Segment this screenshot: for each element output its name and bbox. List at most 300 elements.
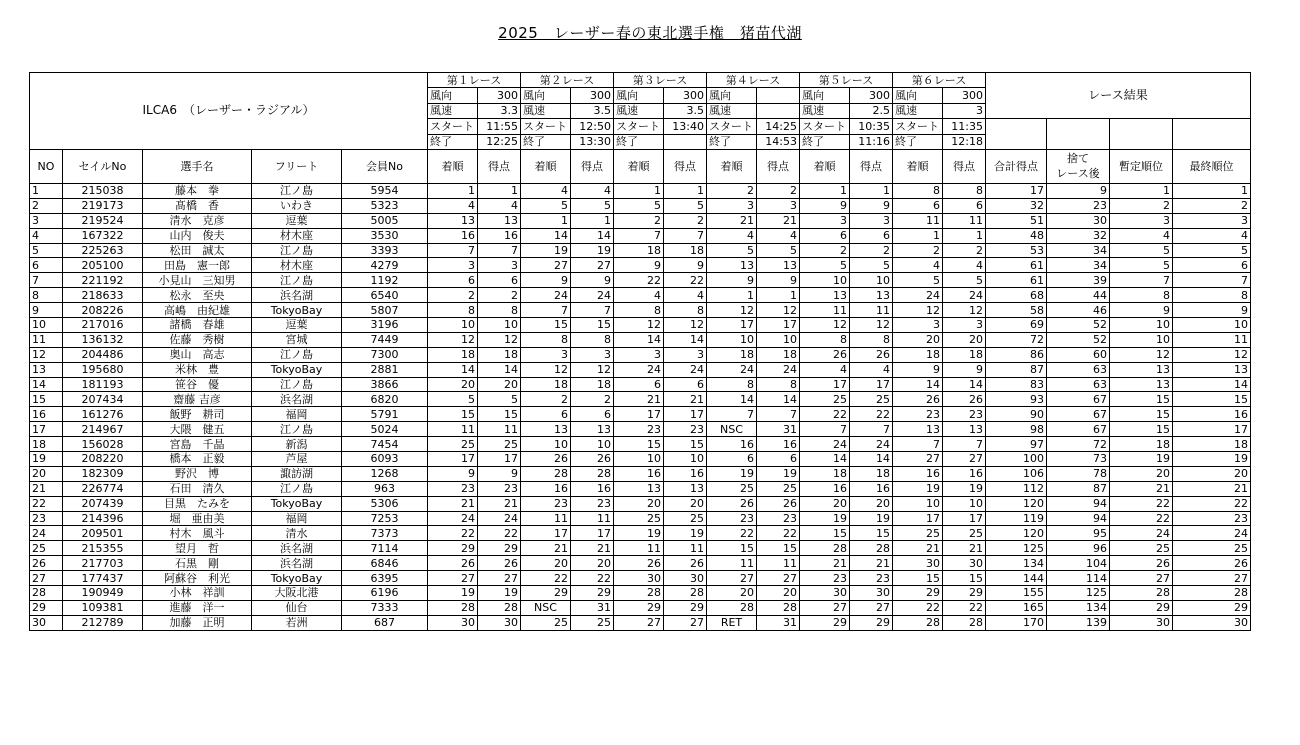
meta-label: スタート bbox=[893, 119, 943, 134]
row-finish: 28 bbox=[893, 615, 943, 630]
row-final: 24 bbox=[1173, 526, 1251, 541]
row-finish: 21 bbox=[428, 496, 478, 511]
row-points: 27 bbox=[571, 258, 614, 273]
row-points: 21 bbox=[664, 392, 707, 407]
row-points: 22 bbox=[943, 600, 986, 615]
row-no: 21 bbox=[30, 481, 63, 496]
row-name: 清水 克彦 bbox=[143, 213, 252, 228]
row-name: 進藤 洋一 bbox=[143, 600, 252, 615]
row-points: 24 bbox=[850, 437, 893, 452]
row-finish: 9 bbox=[521, 273, 571, 288]
row-discard: 87 bbox=[1047, 481, 1110, 496]
row-finish: 28 bbox=[614, 586, 664, 601]
row-points: 6 bbox=[478, 273, 521, 288]
row-points: 15 bbox=[571, 317, 614, 332]
row-points: 22 bbox=[478, 526, 521, 541]
row-points: 1 bbox=[943, 228, 986, 243]
table-row bbox=[30, 347, 1251, 362]
meta-label: 風向 bbox=[428, 88, 478, 103]
table-row bbox=[30, 303, 1251, 318]
row-name: 目黒 たみを bbox=[143, 496, 252, 511]
row-finish: 1 bbox=[707, 288, 757, 303]
row-points: 1 bbox=[571, 213, 614, 228]
row-total: 100 bbox=[986, 451, 1047, 466]
row-fleet: 江ノ島 bbox=[252, 243, 342, 258]
meta-value: 11:55 bbox=[478, 119, 521, 134]
row-points: 6 bbox=[850, 228, 893, 243]
row-total: 144 bbox=[986, 571, 1047, 586]
row-discard: 94 bbox=[1047, 511, 1110, 526]
row-discard: 9 bbox=[1047, 183, 1110, 198]
row-finish: 26 bbox=[800, 347, 850, 362]
row-finish: 17 bbox=[800, 377, 850, 392]
row-provisional: 10 bbox=[1110, 317, 1173, 332]
meta-value bbox=[757, 88, 800, 103]
row-discard: 46 bbox=[1047, 303, 1110, 318]
row-fleet: 清水 bbox=[252, 526, 342, 541]
row-points: 7 bbox=[478, 243, 521, 258]
row-no: 29 bbox=[30, 600, 63, 615]
row-finish: 14 bbox=[707, 392, 757, 407]
row-finish: 11 bbox=[614, 541, 664, 556]
row-total: 165 bbox=[986, 600, 1047, 615]
row-name: 高嶋 由紀雄 bbox=[143, 303, 252, 318]
row-finish: 2 bbox=[521, 392, 571, 407]
row-total: 32 bbox=[986, 198, 1047, 213]
row-points: 14 bbox=[478, 362, 521, 377]
row-final: 14 bbox=[1173, 377, 1251, 392]
row-no: 23 bbox=[30, 511, 63, 526]
row-sail: 207439 bbox=[63, 496, 143, 511]
meta-label: 終了 bbox=[707, 134, 757, 149]
row-points: 13 bbox=[850, 288, 893, 303]
table-row bbox=[30, 437, 1251, 452]
row-discard: 39 bbox=[1047, 273, 1110, 288]
row-points: 2 bbox=[478, 288, 521, 303]
row-no: 4 bbox=[30, 228, 63, 243]
row-final: 4 bbox=[1173, 228, 1251, 243]
row-points: 9 bbox=[571, 273, 614, 288]
row-discard: 96 bbox=[1047, 541, 1110, 556]
row-points: 29 bbox=[943, 586, 986, 601]
row-total: 51 bbox=[986, 213, 1047, 228]
row-points: 19 bbox=[850, 511, 893, 526]
meta-value: 2.5 bbox=[850, 103, 893, 118]
row-points: 31 bbox=[757, 615, 800, 630]
row-member: 5024 bbox=[342, 422, 428, 437]
row-points: 19 bbox=[478, 586, 521, 601]
row-provisional: 25 bbox=[1110, 541, 1173, 556]
row-finish: 27 bbox=[707, 571, 757, 586]
table-row bbox=[30, 198, 1251, 213]
row-finish: 3 bbox=[800, 213, 850, 228]
row-fleet: 逗葉 bbox=[252, 317, 342, 332]
blank-cell bbox=[986, 119, 1047, 150]
row-points: 31 bbox=[757, 422, 800, 437]
table-row bbox=[30, 466, 1251, 481]
row-final: 20 bbox=[1173, 466, 1251, 481]
meta-label: 風速 bbox=[521, 103, 571, 118]
row-points: 7 bbox=[664, 228, 707, 243]
table-row bbox=[30, 422, 1251, 437]
row-finish: 6 bbox=[800, 228, 850, 243]
row-points: 8 bbox=[850, 332, 893, 347]
row-finish: 25 bbox=[707, 481, 757, 496]
row-finish: 3 bbox=[707, 198, 757, 213]
row-sail: 109381 bbox=[63, 600, 143, 615]
row-finish: 14 bbox=[521, 228, 571, 243]
row-member: 4279 bbox=[342, 258, 428, 273]
header-finish: 着順 bbox=[614, 149, 664, 183]
table-row bbox=[30, 258, 1251, 273]
row-points: 26 bbox=[850, 347, 893, 362]
row-points: 23 bbox=[757, 511, 800, 526]
header-points: 得点 bbox=[664, 149, 707, 183]
row-provisional: 27 bbox=[1110, 571, 1173, 586]
row-provisional: 29 bbox=[1110, 600, 1173, 615]
row-member: 7300 bbox=[342, 347, 428, 362]
row-finish: 4 bbox=[800, 362, 850, 377]
row-no: 19 bbox=[30, 451, 63, 466]
row-points: 25 bbox=[757, 481, 800, 496]
row-total: 119 bbox=[986, 511, 1047, 526]
row-no: 14 bbox=[30, 377, 63, 392]
row-finish: 8 bbox=[800, 332, 850, 347]
row-points: 5 bbox=[943, 273, 986, 288]
row-finish: 30 bbox=[614, 571, 664, 586]
row-total: 83 bbox=[986, 377, 1047, 392]
row-finish: 19 bbox=[521, 243, 571, 258]
results-label: レース結果 bbox=[986, 73, 1251, 119]
row-points: 16 bbox=[478, 228, 521, 243]
table-row bbox=[30, 317, 1251, 332]
row-no: 7 bbox=[30, 273, 63, 288]
row-provisional: 26 bbox=[1110, 556, 1173, 571]
meta-label: スタート bbox=[800, 119, 850, 134]
row-finish: 3 bbox=[893, 317, 943, 332]
row-total: 93 bbox=[986, 392, 1047, 407]
row-fleet: 新潟 bbox=[252, 437, 342, 452]
row-finish: 21 bbox=[893, 541, 943, 556]
row-points: 14 bbox=[571, 228, 614, 243]
row-finish: 20 bbox=[800, 496, 850, 511]
row-points: 28 bbox=[943, 615, 986, 630]
row-points: 24 bbox=[664, 362, 707, 377]
row-points: 11 bbox=[664, 541, 707, 556]
row-total: 69 bbox=[986, 317, 1047, 332]
row-points: 2 bbox=[943, 243, 986, 258]
row-fleet: 材木座 bbox=[252, 258, 342, 273]
row-points: 25 bbox=[943, 526, 986, 541]
row-finish: 29 bbox=[893, 586, 943, 601]
race-label: 第６レース bbox=[893, 73, 986, 88]
row-provisional: 9 bbox=[1110, 303, 1173, 318]
row-discard: 23 bbox=[1047, 198, 1110, 213]
row-finish: 15 bbox=[521, 317, 571, 332]
row-provisional: 1 bbox=[1110, 183, 1173, 198]
row-finish: 17 bbox=[893, 511, 943, 526]
row-name: 大隈 健五 bbox=[143, 422, 252, 437]
row-final: 15 bbox=[1173, 392, 1251, 407]
row-finish: 1 bbox=[800, 183, 850, 198]
row-member: 6820 bbox=[342, 392, 428, 407]
row-finish: NSC bbox=[521, 600, 571, 615]
row-finish: 18 bbox=[614, 243, 664, 258]
row-finish: 4 bbox=[521, 183, 571, 198]
row-discard: 60 bbox=[1047, 347, 1110, 362]
meta-value bbox=[757, 103, 800, 118]
row-discard: 34 bbox=[1047, 258, 1110, 273]
row-points: 19 bbox=[664, 526, 707, 541]
row-total: 61 bbox=[986, 258, 1047, 273]
row-points: 9 bbox=[850, 198, 893, 213]
row-points: 8 bbox=[571, 332, 614, 347]
table-row bbox=[30, 392, 1251, 407]
row-finish: 13 bbox=[800, 288, 850, 303]
row-fleet: TokyoBay bbox=[252, 362, 342, 377]
row-member: 1268 bbox=[342, 466, 428, 481]
table-row bbox=[30, 243, 1251, 258]
row-total: 120 bbox=[986, 496, 1047, 511]
row-final: 17 bbox=[1173, 422, 1251, 437]
row-finish: 25 bbox=[614, 511, 664, 526]
row-discard: 30 bbox=[1047, 213, 1110, 228]
row-sail: 182309 bbox=[63, 466, 143, 481]
row-finish: 6 bbox=[893, 198, 943, 213]
row-member: 6540 bbox=[342, 288, 428, 303]
row-points: 12 bbox=[850, 317, 893, 332]
row-member: 963 bbox=[342, 481, 428, 496]
row-sail: 205100 bbox=[63, 258, 143, 273]
row-points: 3 bbox=[850, 213, 893, 228]
row-fleet: 江ノ島 bbox=[252, 422, 342, 437]
row-finish: 8 bbox=[428, 303, 478, 318]
row-finish: 1 bbox=[521, 213, 571, 228]
row-points: 8 bbox=[664, 303, 707, 318]
table-row bbox=[30, 615, 1251, 630]
row-no: 1 bbox=[30, 183, 63, 198]
row-no: 12 bbox=[30, 347, 63, 362]
row-name: 松永 至央 bbox=[143, 288, 252, 303]
row-final: 5 bbox=[1173, 243, 1251, 258]
row-points: 15 bbox=[943, 571, 986, 586]
race-label: 第１レース bbox=[428, 73, 521, 88]
row-final: 8 bbox=[1173, 288, 1251, 303]
row-member: 6196 bbox=[342, 586, 428, 601]
row-points: 25 bbox=[571, 615, 614, 630]
row-name: 野沢 博 bbox=[143, 466, 252, 481]
row-provisional: 2 bbox=[1110, 198, 1173, 213]
row-discard: 32 bbox=[1047, 228, 1110, 243]
row-points: 15 bbox=[757, 541, 800, 556]
table-row bbox=[30, 511, 1251, 526]
row-final: 21 bbox=[1173, 481, 1251, 496]
row-finish: 28 bbox=[707, 600, 757, 615]
row-no: 3 bbox=[30, 213, 63, 228]
row-points: 19 bbox=[757, 466, 800, 481]
row-no: 2 bbox=[30, 198, 63, 213]
row-points: 3 bbox=[943, 317, 986, 332]
row-name: 堀 亜由美 bbox=[143, 511, 252, 526]
meta-label: 終了 bbox=[521, 134, 571, 149]
row-points: 18 bbox=[850, 466, 893, 481]
row-name: 宮島 千晶 bbox=[143, 437, 252, 452]
row-finish: 17 bbox=[707, 317, 757, 332]
meta-value: 3.5 bbox=[571, 103, 614, 118]
row-discard: 34 bbox=[1047, 243, 1110, 258]
row-member: 687 bbox=[342, 615, 428, 630]
row-total: 134 bbox=[986, 556, 1047, 571]
row-points: 16 bbox=[664, 466, 707, 481]
row-finish: 15 bbox=[707, 541, 757, 556]
row-finish: 4 bbox=[893, 258, 943, 273]
row-points: 5 bbox=[478, 392, 521, 407]
row-points: 20 bbox=[478, 377, 521, 392]
row-finish: 22 bbox=[707, 526, 757, 541]
row-name: 小見山 三知男 bbox=[143, 273, 252, 288]
row-points: 8 bbox=[478, 303, 521, 318]
row-member: 3530 bbox=[342, 228, 428, 243]
header-finish: 着順 bbox=[521, 149, 571, 183]
row-points: 11 bbox=[571, 511, 614, 526]
header-points: 得点 bbox=[850, 149, 893, 183]
row-points: 30 bbox=[664, 571, 707, 586]
meta-label: 終了 bbox=[893, 134, 943, 149]
row-sail: 214967 bbox=[63, 422, 143, 437]
row-points: 16 bbox=[757, 437, 800, 452]
meta-value: 300 bbox=[943, 88, 986, 103]
row-final: 2 bbox=[1173, 198, 1251, 213]
row-finish: 2 bbox=[428, 288, 478, 303]
row-points: 2 bbox=[571, 392, 614, 407]
row-points: 25 bbox=[478, 437, 521, 452]
row-finish: 28 bbox=[428, 600, 478, 615]
row-name: 髙橋 香 bbox=[143, 198, 252, 213]
meta-value: 3 bbox=[943, 103, 986, 118]
row-member: 3393 bbox=[342, 243, 428, 258]
row-finish: 12 bbox=[428, 332, 478, 347]
row-final: 27 bbox=[1173, 571, 1251, 586]
row-points: 13 bbox=[571, 422, 614, 437]
row-provisional: 13 bbox=[1110, 377, 1173, 392]
row-points: 3 bbox=[757, 198, 800, 213]
row-points: 28 bbox=[850, 541, 893, 556]
row-sail: 215038 bbox=[63, 183, 143, 198]
row-fleet: 江ノ島 bbox=[252, 377, 342, 392]
row-points: 12 bbox=[943, 303, 986, 318]
row-fleet: 江ノ島 bbox=[252, 481, 342, 496]
row-fleet: TokyoBay bbox=[252, 303, 342, 318]
row-finish: 23 bbox=[521, 496, 571, 511]
row-points: 17 bbox=[943, 511, 986, 526]
row-points: 2 bbox=[757, 183, 800, 198]
header-points: 得点 bbox=[943, 149, 986, 183]
row-finish: 27 bbox=[893, 451, 943, 466]
row-total: 58 bbox=[986, 303, 1047, 318]
row-finish: 25 bbox=[800, 392, 850, 407]
row-points: 20 bbox=[757, 586, 800, 601]
table-row bbox=[30, 571, 1251, 586]
row-finish: 17 bbox=[521, 526, 571, 541]
row-finish: 8 bbox=[521, 332, 571, 347]
row-fleet: 福岡 bbox=[252, 407, 342, 422]
row-member: 5306 bbox=[342, 496, 428, 511]
row-sail: 226774 bbox=[63, 481, 143, 496]
row-finish: 4 bbox=[614, 288, 664, 303]
table-row bbox=[30, 273, 1251, 288]
meta-label: 終了 bbox=[800, 134, 850, 149]
table-row bbox=[30, 362, 1251, 377]
row-finish: 5 bbox=[893, 273, 943, 288]
row-points: 23 bbox=[664, 422, 707, 437]
table-row bbox=[30, 377, 1251, 392]
row-finish: 8 bbox=[614, 303, 664, 318]
row-points: 29 bbox=[850, 615, 893, 630]
row-no: 6 bbox=[30, 258, 63, 273]
row-finish: 13 bbox=[893, 422, 943, 437]
row-name: 加藤 正明 bbox=[143, 615, 252, 630]
row-points: 17 bbox=[850, 377, 893, 392]
meta-value: 12:18 bbox=[943, 134, 986, 149]
row-finish: 7 bbox=[707, 407, 757, 422]
row-provisional: 22 bbox=[1110, 511, 1173, 526]
row-finish: 3 bbox=[521, 347, 571, 362]
row-points: 27 bbox=[664, 615, 707, 630]
row-finish: 10 bbox=[707, 332, 757, 347]
row-finish: 18 bbox=[893, 347, 943, 362]
row-finish: 30 bbox=[893, 556, 943, 571]
row-no: 22 bbox=[30, 496, 63, 511]
meta-label: 風向 bbox=[800, 88, 850, 103]
row-points: 3 bbox=[571, 347, 614, 362]
row-name: 飯野 耕司 bbox=[143, 407, 252, 422]
row-final: 23 bbox=[1173, 511, 1251, 526]
row-finish: 2 bbox=[800, 243, 850, 258]
row-provisional: 12 bbox=[1110, 347, 1173, 362]
row-fleet: 大阪北港 bbox=[252, 586, 342, 601]
row-points: 10 bbox=[757, 332, 800, 347]
row-total: 120 bbox=[986, 526, 1047, 541]
row-discard: 63 bbox=[1047, 362, 1110, 377]
meta-label: 風速 bbox=[893, 103, 943, 118]
row-sail: 181193 bbox=[63, 377, 143, 392]
row-provisional: 18 bbox=[1110, 437, 1173, 452]
row-finish: 12 bbox=[707, 303, 757, 318]
row-points: 10 bbox=[571, 437, 614, 452]
row-finish: 27 bbox=[428, 571, 478, 586]
row-provisional: 30 bbox=[1110, 615, 1173, 630]
row-no: 18 bbox=[30, 437, 63, 452]
row-finish: 16 bbox=[800, 481, 850, 496]
row-points: 10 bbox=[664, 451, 707, 466]
row-finish: 12 bbox=[614, 317, 664, 332]
row-finish: 27 bbox=[614, 615, 664, 630]
row-finish: 14 bbox=[428, 362, 478, 377]
row-finish: 9 bbox=[800, 198, 850, 213]
row-member: 7454 bbox=[342, 437, 428, 452]
header-total: 合計得点 bbox=[986, 149, 1047, 183]
row-finish: 19 bbox=[614, 526, 664, 541]
meta-value: 14:25 bbox=[757, 119, 800, 134]
meta-value: 300 bbox=[571, 88, 614, 103]
row-finish: 19 bbox=[428, 586, 478, 601]
meta-value: 10:35 bbox=[850, 119, 893, 134]
row-finish: 24 bbox=[800, 437, 850, 452]
row-provisional: 4 bbox=[1110, 228, 1173, 243]
meta-label: 風速 bbox=[800, 103, 850, 118]
row-finish: 2 bbox=[614, 213, 664, 228]
row-points: 21 bbox=[757, 213, 800, 228]
